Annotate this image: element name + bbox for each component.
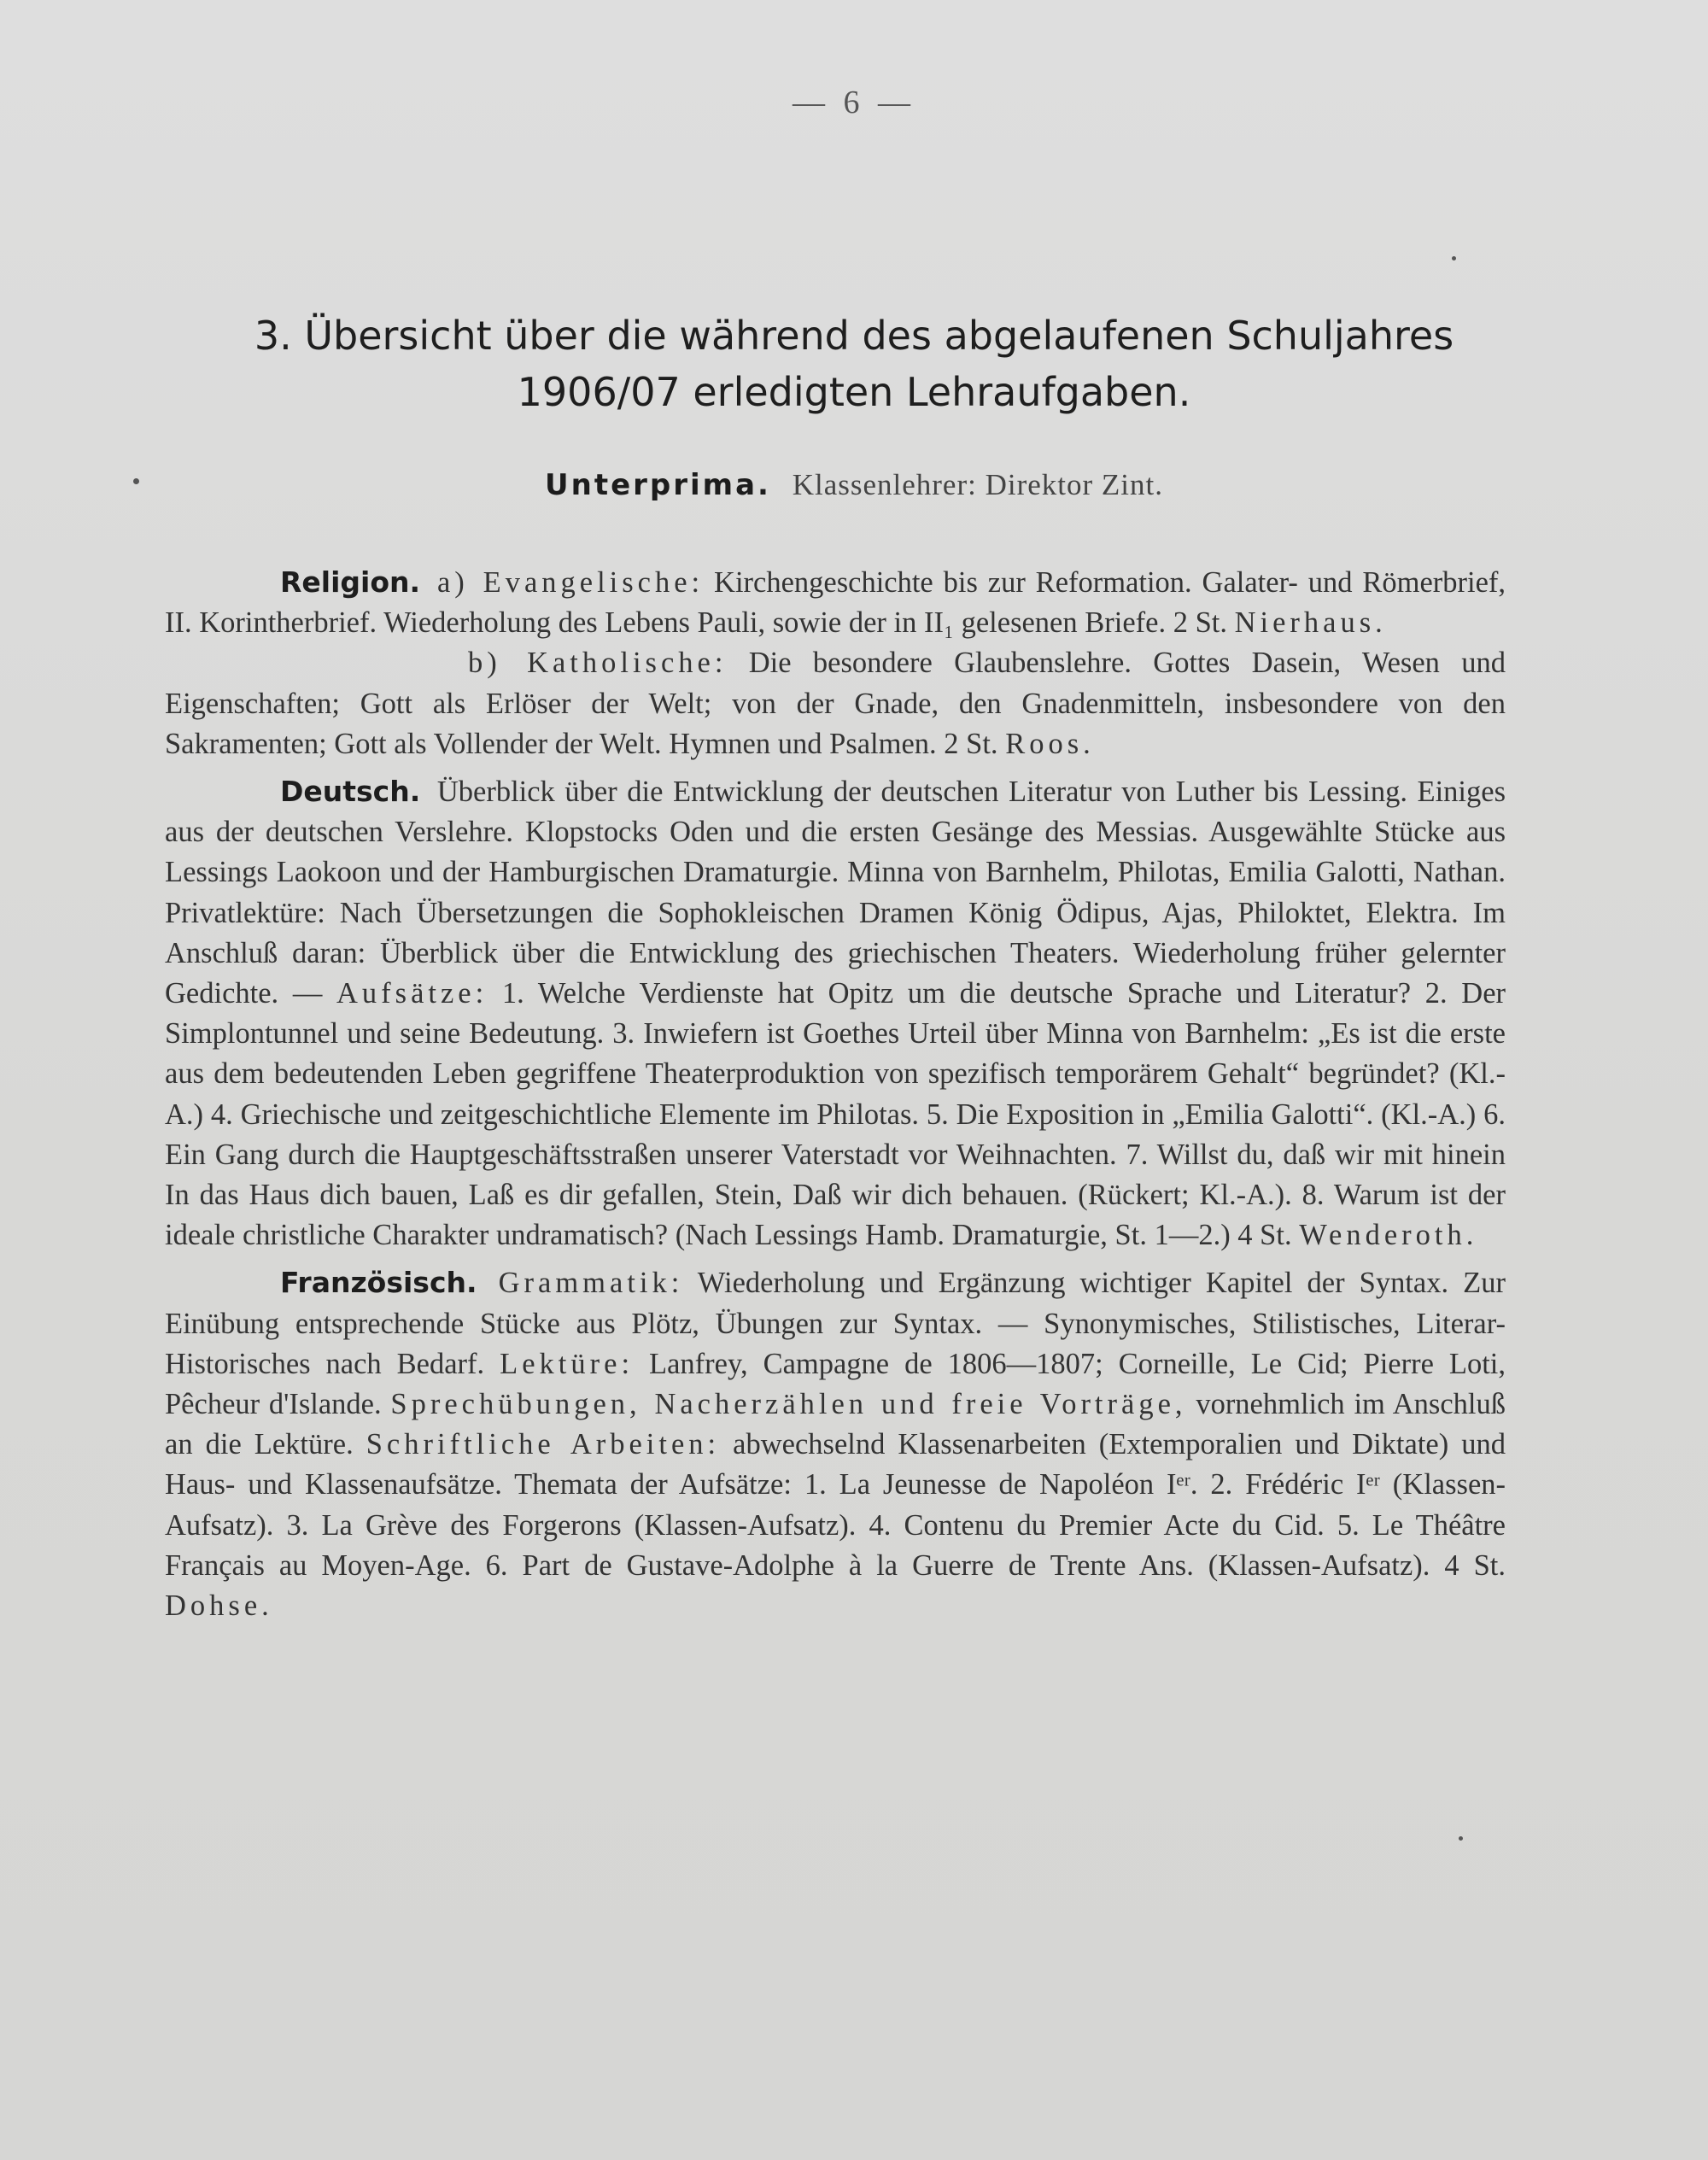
franzoesisch-text-4: abwechselnd Klassenarbeiten (Extemporalien und Diktate) und Haus- und Klassenaufsätze. Themata der Aufsätze: 1. La Jeunesse de Napoléon Iᵉʳ. 2. Frédéric Iᵉʳ (Klassen-Aufsatz). 3. La Grève des Forgerons (Klassen-Aufsatz). 4. Contenu du Premier Acte du Cid. 5. Le Théâtre Français au Moyen-Age. 6. Part de Gustave-Adolphe à la Guerre de Trente Ans. (Klassen-Aufsatz). 4 St.	[165, 1428, 1506, 1582]
franzoesisch-teacher: Dohse.	[165, 1589, 273, 1623]
class-name: Unterprima.	[545, 468, 771, 502]
franzoesisch-heading: Französisch.	[280, 1266, 477, 1300]
class-teacher: Klassenlehrer: Direktor Zint.	[792, 468, 1163, 501]
speck-mark	[1459, 1836, 1463, 1841]
speck-mark	[1452, 256, 1456, 260]
title-line-2: 1906/07 erledigten Lehraufgaben.	[517, 369, 1191, 415]
religion-a-text: Kirchengeschichte bis zur Reformation. Galater- und Römerbrief, II. Korintherbrief. Wiederholung des Lebens Pauli, sowie der in II₁ gelesenen Briefe. 2 St.	[165, 566, 1506, 640]
religion-section-a	[165, 562, 1506, 643]
franzoesisch-lektuere-label: Lektüre:	[500, 1347, 635, 1380]
religion-b-text: Die besondere Glaubenslehre. Gottes Dasein, Wesen und Eigenschaften; Gott als Erlöser der Welt; von der Gnade, den Gnadenmitteln, insbesondere von den Sakramenten; Gott als Vollender der Welt. Hymnen und Psalmen. 2 St.	[165, 647, 1506, 760]
page-title	[128, 307, 1580, 420]
deutsch-text-2: 1. Welche Verdienste hat Opitz um die deutsche Sprache und Literatur? 2. Der Simplontunnel und seine Bedeutung. 3. Inwiefern ist Goethes Urteil über Minna von Barnhelm: „Es ist die erste aus dem bedeutenden Leben gegriffene Theaterproduktion von spezifisch temporärem Gehalt“ begründet? (Kl.-A.) 4. Griechische und zeitgeschichtliche Elemente im Philotas. 5. Die Exposition in „Emilia Galotti“. (Kl.-A.) 6. Ein Gang durch die Hauptgeschäftsstraßen unserer Vaterstadt vor Weihnachten. 7. Willst du, daß wir mit hinein In das Haus dich bauen, Laß es dir gefallen, Stein, Daß wir dich behauen. (Rückert; Kl.-A.). 8. Warum ist der ideale christliche Charakter undramatisch? (Nach Lessings Hamb. Dramaturgie, St. 1—2.) 4 St.	[165, 977, 1506, 1252]
religion-b-teacher: Roos.	[1005, 727, 1095, 760]
religion-b-label: b) Katholische:	[468, 647, 728, 680]
franzoesisch-schrift-label: Schriftliche Arbeiten:	[366, 1428, 721, 1461]
deutsch-text-1: Überblick über die Entwicklung der deutschen Literatur von Luther bis Lessing. Einiges aus der deutschen Verslehre. Klopstocks Oden und die ersten Gesänge des Messias. Ausgewählte Stücke aus Lessings Laokoon und der Hamburgischen Dramaturgie. Minna von Barnhelm, Philotas, Emilia Galotti, Nathan. Privatlektüre: Nach Übersetzungen die Sophokleischen Dramen König Ödipus, Ajas, Philoktet, Elektra. Im Anschluß daran: Überblick über die Entwicklung des griechischen Theaters. Wiederholung früher gelernter Gedichte. —	[165, 776, 1506, 1010]
franzoesisch-text-3: vornehmlich im Anschluß an die Lektüre.	[165, 1388, 1506, 1461]
franzoesisch-section	[165, 1262, 1506, 1626]
franzoesisch-sprech-label: Sprechübungen, Nacherzählen und freie Vorträge,	[390, 1388, 1187, 1421]
deutsch-aufsaetze-label: Aufsätze:	[336, 977, 488, 1010]
deutsch-section	[165, 771, 1506, 1256]
deutsch-teacher: Wenderoth.	[1299, 1219, 1478, 1252]
page-number: — 6 —	[793, 85, 915, 120]
franzoesisch-text-1: Wiederholung und Ergänzung wichtiger Kapitel der Syntax. Zur Einübung entsprechende Stücke aus Plötz, Übungen zur Syntax. — Synonymisches, Stilistisches, Literar-Historisches nach Bedarf.	[165, 1267, 1506, 1380]
title-line-1: 3. Übersicht über die während des abgelaufenen Schuljahres	[254, 313, 1454, 359]
religion-heading: Religion.	[280, 565, 421, 599]
franzoesisch-grammatik-label: Grammatik:	[498, 1267, 684, 1300]
speck-mark	[133, 478, 139, 484]
religion-a-label: a) Evangelische:	[436, 566, 705, 599]
class-header	[0, 468, 1708, 502]
religion-a-teacher: Nierhaus.	[1234, 606, 1387, 640]
document-body	[165, 555, 1506, 1626]
franzoesisch-text-2: Lanfrey, Campagne de 1806—1807; Corneille, Le Cid; Pierre Loti, Pêcheur d'Islande.	[165, 1347, 1506, 1421]
religion-section-b	[165, 643, 1506, 764]
deutsch-heading: Deutsch.	[280, 775, 421, 809]
